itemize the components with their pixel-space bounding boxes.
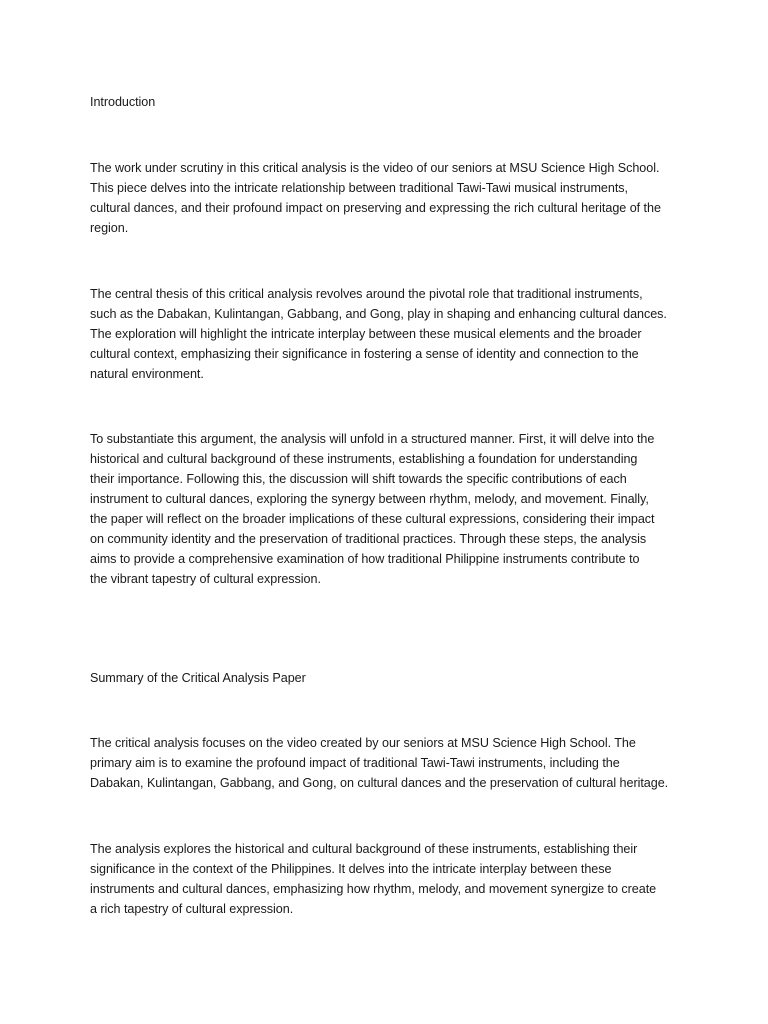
text-line: To substantiate this argument, the analysis will unfold in a structured manner. First, it will delve into the: [90, 432, 655, 446]
text-line: cultural dances, and their profound impact on preserving and expressing the rich cultural heritage of the: [90, 201, 661, 215]
paragraph-summary-1: [90, 733, 682, 793]
text-line: cultural context, emphasizing their significance in fostering a sense of identity and connection to the: [90, 347, 639, 361]
text-line: the paper will reflect on the broader implications of these cultural expressions, considering their impact: [90, 512, 655, 526]
paragraph-intro-1: [90, 158, 682, 238]
text-line: significance in the context of the Philippines. It delves into the intricate interplay between these: [90, 862, 612, 876]
text-line: such as the Dabakan, Kulintangan, Gabbang, and Gong, play in shaping and enhancing cultural dances.: [90, 307, 667, 321]
text-line: on community identity and the preservation of traditional practices. Through these steps, the analysis: [90, 532, 647, 546]
text-line: primary aim is to examine the profound impact of traditional Tawi-Tawi instruments, including the: [90, 756, 620, 770]
text-line: Dabakan, Kulintangan, Gabbang, and Gong, on cultural dances and the preservation of cultural heritage.: [90, 776, 669, 790]
text-line: Introduction: [90, 95, 156, 109]
text-line: natural environment.: [90, 367, 204, 381]
text-line: instrument to cultural dances, exploring the synergy between rhythm, melody, and movement. Finally,: [90, 492, 649, 506]
section-heading-summary: [90, 668, 682, 688]
text-line: The central thesis of this critical analysis revolves around the pivotal role that traditional instruments,: [90, 287, 643, 301]
text-line: instruments and cultural dances, emphasizing how rhythm, melody, and movement synergize to create: [90, 882, 657, 896]
paragraph-summary-2: [90, 839, 682, 919]
paragraph-structure: [90, 429, 682, 589]
text-line: aims to provide a comprehensive examination of how traditional Philippine instruments contribute to: [90, 552, 640, 566]
text-line: Summary of the Critical Analysis Paper: [90, 671, 306, 685]
text-line: The exploration will highlight the intricate interplay between these musical elements and the broader: [90, 327, 642, 341]
text-line: the vibrant tapestry of cultural expression.: [90, 572, 321, 586]
paragraph-thesis: [90, 284, 682, 384]
text-line: This piece delves into the intricate relationship between traditional Tawi-Tawi musical instruments,: [90, 181, 628, 195]
section-heading-introduction: [90, 92, 682, 112]
text-line: The critical analysis focuses on the video created by our seniors at MSU Science High School. The: [90, 736, 636, 750]
text-line: a rich tapestry of cultural expression.: [90, 902, 294, 916]
text-line: The work under scrutiny in this critical analysis is the video of our seniors at MSU Science High School.: [90, 161, 660, 175]
text-line: The analysis explores the historical and cultural background of these instruments, establishing their: [90, 842, 638, 856]
text-line: their importance. Following this, the discussion will shift towards the specific contributions of each: [90, 472, 627, 486]
text-line: region.: [90, 221, 129, 235]
text-line: historical and cultural background of these instruments, establishing a foundation for understanding: [90, 452, 638, 466]
